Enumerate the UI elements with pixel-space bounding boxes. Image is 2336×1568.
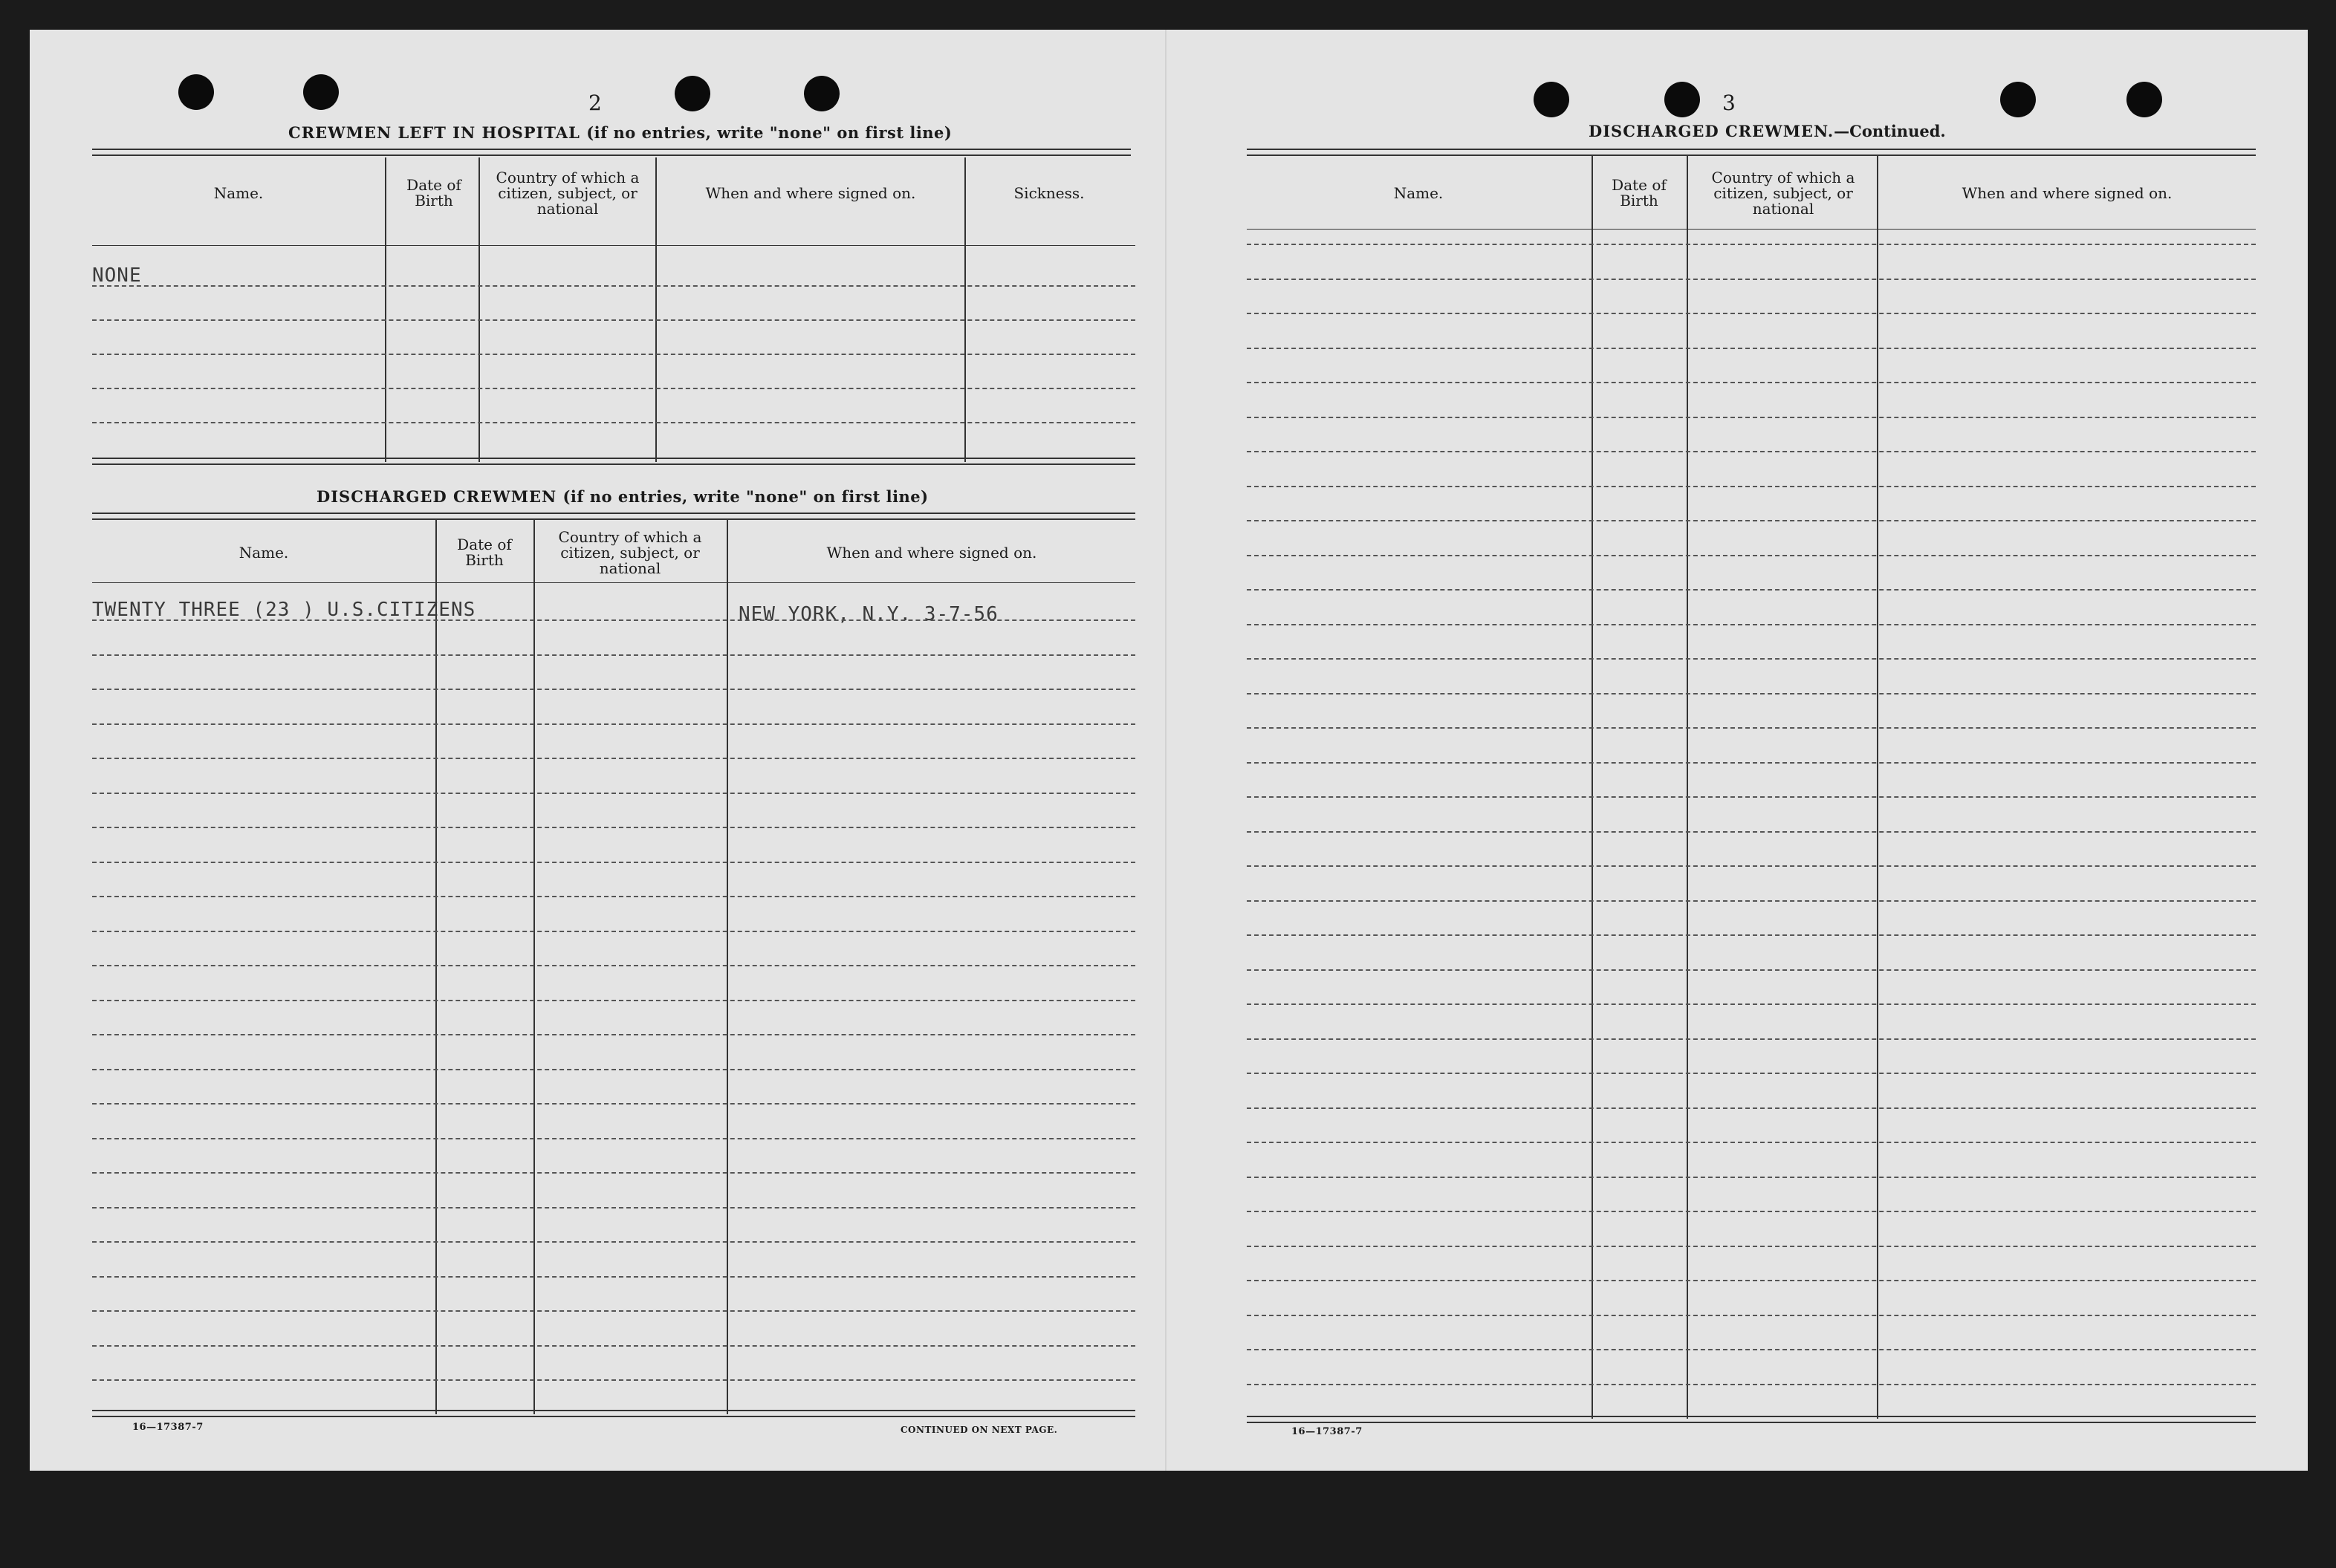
ruled-line bbox=[1247, 1177, 2256, 1178]
discharged-bottom-rule bbox=[92, 1410, 1135, 1417]
column-header-sickness: Sickness. bbox=[1013, 183, 1085, 202]
ruled-line bbox=[1247, 727, 2256, 729]
ruled-line bbox=[1247, 279, 2256, 280]
ruled-line bbox=[1247, 244, 2256, 245]
continued-note: CONTINUED ON NEXT PAGE. bbox=[901, 1425, 1058, 1435]
ruled-line bbox=[92, 1379, 1135, 1381]
right-page bbox=[1167, 30, 2308, 1471]
punch-hole bbox=[1534, 82, 1569, 117]
column-divider bbox=[964, 157, 966, 462]
ruled-line bbox=[1247, 900, 2256, 902]
hospital-title: CREWMEN LEFT IN HOSPITAL bbox=[288, 123, 580, 142]
ruled-line bbox=[1247, 451, 2256, 452]
discharged-continued-suffix: —Continued. bbox=[1834, 122, 1946, 140]
section-title-discharged-continued bbox=[1589, 122, 1946, 140]
column-header-name: Name. bbox=[1393, 183, 1444, 202]
ruled-line bbox=[1247, 1073, 2256, 1074]
ruled-line bbox=[1247, 934, 2256, 936]
column-header-date-of-birth: Date of Birth bbox=[1612, 176, 1667, 209]
column-header-country: Country of which a citizen, subject, or national bbox=[1711, 168, 1855, 218]
column-divider bbox=[1687, 156, 1688, 1419]
ruled-line bbox=[1247, 865, 2256, 867]
right-bottom-rule bbox=[1247, 1416, 2256, 1423]
discharged-entry-signed-on: NEW YORK, N.Y. 3-7-56 bbox=[739, 603, 999, 625]
ruled-line bbox=[1247, 796, 2256, 798]
right-top-rule bbox=[1247, 149, 2256, 156]
ruled-line bbox=[92, 931, 1135, 932]
ruled-line bbox=[1247, 1246, 2256, 1247]
ruled-line bbox=[92, 827, 1135, 828]
ruled-line bbox=[1247, 1038, 2256, 1040]
form-number: 16—17387-7 bbox=[132, 1422, 204, 1433]
hospital-entry: NONE bbox=[92, 264, 142, 287]
ruled-line bbox=[92, 896, 1135, 897]
right-header-rule bbox=[1247, 229, 2256, 230]
column-divider bbox=[478, 157, 480, 462]
ruled-line bbox=[92, 793, 1135, 794]
ruled-line bbox=[1247, 313, 2256, 314]
discharged-continued-title: DISCHARGED CREWMEN. bbox=[1589, 122, 1834, 140]
discharged-header-rule bbox=[92, 582, 1135, 583]
ruled-line bbox=[92, 354, 1135, 355]
punch-hole bbox=[2126, 82, 2162, 117]
form-number: 16—17387-7 bbox=[1291, 1426, 1363, 1437]
column-divider bbox=[1592, 156, 1593, 1419]
ruled-line bbox=[1247, 1107, 2256, 1109]
ruled-line bbox=[92, 723, 1135, 725]
ruled-line bbox=[1247, 1211, 2256, 1212]
ruled-line bbox=[1247, 417, 2256, 418]
ruled-line bbox=[1247, 486, 2256, 487]
ruled-line bbox=[1247, 1142, 2256, 1143]
ruled-line bbox=[92, 388, 1135, 389]
punch-hole bbox=[2000, 82, 2036, 117]
ruled-line bbox=[1247, 658, 2256, 660]
ruled-line bbox=[92, 1241, 1135, 1243]
column-divider bbox=[385, 157, 386, 462]
ruled-line bbox=[92, 1345, 1135, 1347]
column-header-country: Country of which a citizen, subject, or national bbox=[558, 527, 702, 577]
punch-hole bbox=[675, 76, 710, 111]
page-number: 3 bbox=[1722, 91, 1736, 115]
punch-hole bbox=[303, 74, 339, 110]
ruled-line bbox=[1247, 831, 2256, 833]
discharged-title: DISCHARGED CREWMEN bbox=[317, 487, 557, 506]
ruled-line bbox=[92, 1034, 1135, 1035]
ruled-line bbox=[1247, 1003, 2256, 1005]
column-divider bbox=[655, 157, 657, 462]
ruled-line bbox=[92, 1207, 1135, 1208]
ruled-line bbox=[92, 862, 1135, 863]
section-title-hospital bbox=[288, 123, 952, 142]
ruled-line bbox=[1247, 348, 2256, 349]
ruled-line bbox=[92, 1138, 1135, 1139]
column-divider bbox=[1877, 156, 1878, 1419]
ruled-line bbox=[92, 965, 1135, 966]
column-header-name: Name. bbox=[239, 543, 289, 562]
ruled-line bbox=[92, 619, 1135, 621]
discharged-entry-name: TWENTY THREE (23 ) U.S.CITIZENS bbox=[92, 599, 476, 621]
hospital-note: (if no entries, write "none" on first line) bbox=[586, 123, 953, 142]
column-header-signed-on: When and where signed on. bbox=[1962, 183, 2173, 202]
left-page bbox=[30, 30, 1167, 1471]
ruled-line bbox=[92, 1103, 1135, 1105]
ruled-line bbox=[92, 1310, 1135, 1312]
ruled-line bbox=[92, 758, 1135, 759]
column-header-date-of-birth: Date of Birth bbox=[457, 536, 512, 569]
ruled-line bbox=[1247, 520, 2256, 521]
ruled-line bbox=[1247, 1349, 2256, 1350]
ruled-line bbox=[92, 285, 1135, 287]
hospital-header-rule bbox=[92, 245, 1135, 246]
ruled-line bbox=[92, 654, 1135, 656]
hospital-top-rule bbox=[92, 149, 1131, 156]
ruled-line bbox=[1247, 969, 2256, 971]
page-number: 2 bbox=[588, 91, 602, 115]
column-header-date-of-birth: Date of Birth bbox=[406, 176, 461, 209]
ruled-line bbox=[1247, 624, 2256, 625]
column-header-signed-on: When and where signed on. bbox=[705, 183, 916, 202]
punch-hole bbox=[178, 74, 214, 110]
ruled-line bbox=[92, 1069, 1135, 1070]
ruled-line bbox=[92, 1172, 1135, 1174]
ruled-line bbox=[1247, 1315, 2256, 1316]
discharged-top-rule bbox=[92, 513, 1135, 520]
ruled-line bbox=[92, 319, 1135, 321]
section-title-discharged bbox=[317, 487, 929, 506]
ruled-line bbox=[92, 1276, 1135, 1278]
ruled-line bbox=[1247, 382, 2256, 383]
ruled-line bbox=[1247, 693, 2256, 694]
ruled-line bbox=[1247, 589, 2256, 591]
column-header-signed-on: When and where signed on. bbox=[826, 543, 1037, 562]
punch-hole bbox=[804, 76, 840, 111]
ruled-line bbox=[1247, 762, 2256, 764]
hospital-bottom-rule bbox=[92, 458, 1135, 465]
ruled-line bbox=[1247, 555, 2256, 556]
column-header-country: Country of which a citizen, subject, or national bbox=[496, 168, 640, 218]
ruled-line bbox=[92, 1000, 1135, 1001]
ruled-line bbox=[92, 689, 1135, 690]
document-sheet bbox=[30, 30, 2308, 1471]
ruled-line bbox=[1247, 1280, 2256, 1281]
ruled-line bbox=[1247, 1384, 2256, 1385]
ruled-line bbox=[92, 422, 1135, 423]
punch-hole bbox=[1664, 82, 1700, 117]
column-header-name: Name. bbox=[213, 183, 264, 202]
discharged-note: (if no entries, write "none" on first line) bbox=[562, 487, 929, 506]
